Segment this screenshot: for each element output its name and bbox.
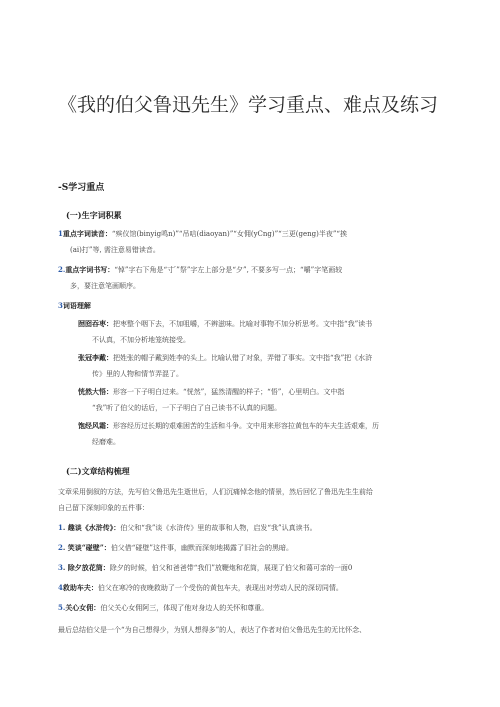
event-number: 3	[58, 563, 63, 572]
word-entry-3	[78, 384, 458, 400]
word-term: 囫囵吞枣：	[78, 319, 113, 328]
word-entry-2-cont: 传》里的人物和情节弄混了。	[92, 370, 183, 378]
event-number: 4	[58, 583, 63, 592]
item-pronunciation	[58, 226, 458, 242]
event-item-5	[58, 600, 458, 616]
subheading-structure: (二)文章结构梳理	[66, 466, 130, 476]
subheading-vocabulary: (一)生字词积累	[66, 210, 122, 220]
event-label: 关心女佣：	[65, 603, 101, 612]
event-item-1	[58, 520, 458, 536]
event-text: 伯父和“我”谈《水浒传》里的故事和人物，启发“我”认真读书。	[120, 524, 317, 532]
word-definition: 形容一下子明白过来。“恍然”，猛然清醒的样子；“悟”，心里明白。文中指	[113, 388, 345, 396]
event-text: 伯父关心女佣阿三，体现了他对身边人的关怀和尊重。	[100, 604, 269, 612]
item-text: “殡仪馆(binyig鸣n)”“吊唁(diaoyan)”“女佣(yCng)”“三更(geng)半夜”“挨	[111, 230, 347, 238]
item-writing-cont: 多，要注意笔画顺序。	[70, 282, 140, 290]
word-entry-1	[78, 316, 458, 332]
item-writing	[58, 262, 458, 278]
item-word-meaning	[58, 298, 91, 314]
word-definition: 形容经历过长期的艰难困苦的生活和斗争。文中用来形容拉黄包车的车夫生活艰难，历	[113, 422, 379, 430]
word-entry-2	[78, 350, 458, 366]
event-text: 除夕的时候，伯父和爸爸带“我们”放鞭炮和花筒，展现了伯父和蔼可亲的一面0	[109, 564, 353, 572]
event-item-2	[58, 540, 458, 556]
item-number: 2.	[58, 265, 66, 274]
event-item-4	[58, 580, 458, 596]
event-number: 2	[58, 543, 63, 552]
structure-intro: 文章采用倒叙的方法，先写伯父鲁迅先生逝世后，人们沉痛悼念他的情景，然后回忆了鲁迅先生生前给	[58, 488, 373, 496]
word-term: 张冠李戴：	[78, 353, 113, 362]
section-heading-key-points: -S学习重点	[58, 183, 105, 193]
item-number: 1	[58, 229, 63, 238]
word-term: 恍然大悟：	[78, 387, 113, 396]
structure-intro-cont: 自己留下深刻印象的五件事：	[58, 504, 149, 512]
word-entry-3-cont: “我”听了伯父的话后，一下子明白了自己读书不认真的问题。	[92, 404, 282, 412]
document-title: 《我的伯父鲁迅先生》学习重点、难点及练习	[58, 94, 439, 116]
word-definition: 把姓张的帽子戴到姓李的头上。比喻认错了对象，弄错了事实。文中指“我”把《水浒	[113, 354, 373, 362]
word-entry-4-cont: 经磨难。	[92, 438, 120, 446]
event-label: . 除夕放花筒：	[62, 563, 110, 572]
item-pronunciation-cont: (ai)打”等, 需注意易错读音。	[70, 246, 160, 254]
word-term: 饱经风霜：	[78, 421, 113, 430]
event-text: 伯父在寒冷的夜晚救助了一个受伤的黄包车夫，表现出对劳动人民的深切同情。	[97, 584, 343, 592]
event-number: 5.	[58, 603, 66, 612]
item-text: “悼”字右下角是“寸 ́”祭”字左上部分是“夕”, 不要多写一点；“嚼”字笔画较	[114, 266, 343, 274]
item-label: 词语理解	[62, 301, 91, 310]
event-label: . 笑谈“碰壁”：	[62, 543, 111, 552]
structure-summary: 最后总结伯父是一个“为自己想得少，为别人想得多”的人，表达了作者对伯父鲁迅先生的无比怀念、	[58, 626, 367, 634]
word-entry-1-cont: 不认真，不加分析地笼统接受。	[92, 336, 190, 344]
event-label: 救助车夫：	[62, 583, 98, 592]
event-number: 1	[58, 523, 63, 532]
item-label: 重点字词书写：	[65, 265, 115, 274]
item-number: 3	[58, 301, 63, 310]
event-text: 伯父借“碰壁”这件事，幽默而深刻地揭露了旧社会的黑暗。	[110, 544, 293, 552]
event-label: . 趣谈《水浒传》：	[62, 523, 121, 532]
item-label: 重点字词读音：	[62, 229, 112, 238]
event-item-3	[58, 560, 458, 576]
word-entry-4	[78, 418, 458, 434]
word-definition: 把枣整个咽下去，不加咀嚼，不辨滋味。比喻对事物不加分析思考。文中指“我”读书	[113, 320, 373, 328]
